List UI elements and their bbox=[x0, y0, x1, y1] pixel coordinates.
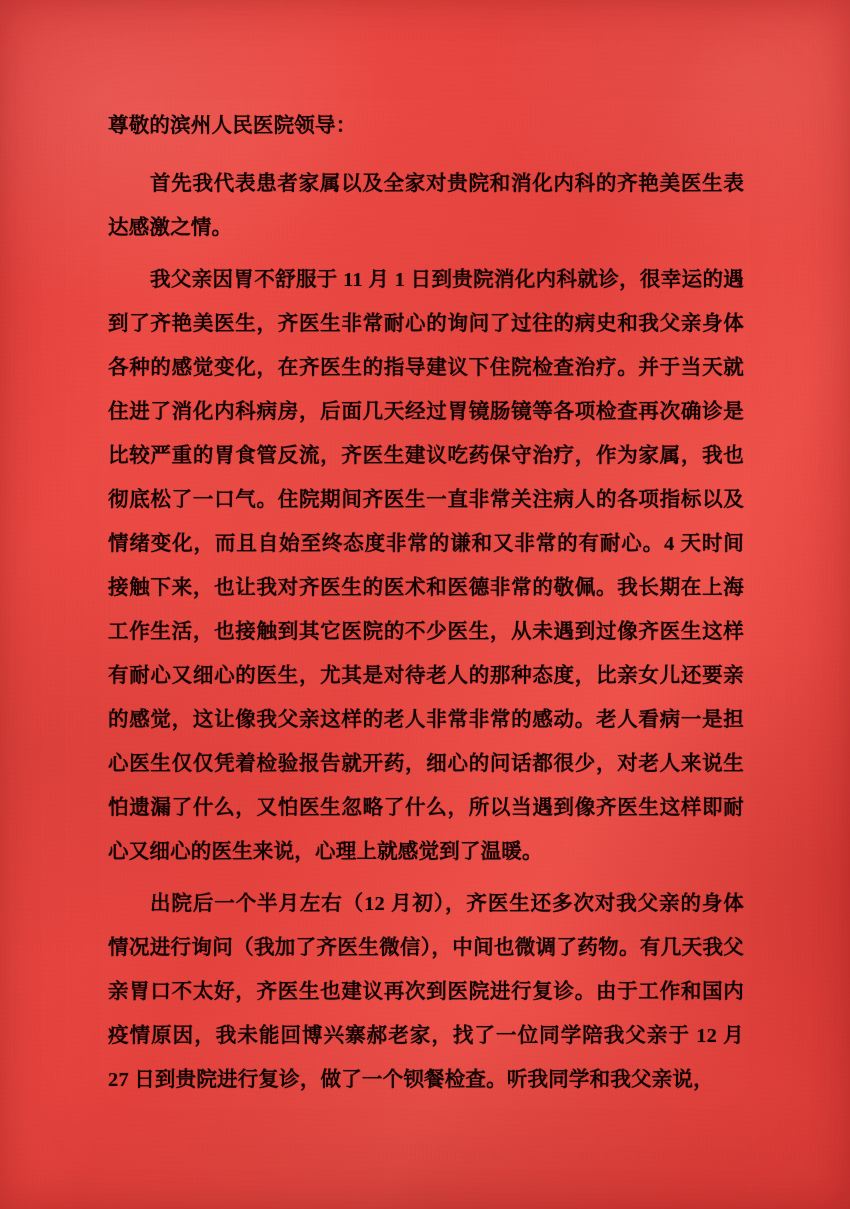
letter-paragraph-3: 出院后一个半月左右（12 月初），齐医生还多次对我父亲的身体情况进行询问（我加了齐医生微信），中间也微调了药物。有几天我父亲胃口不太好，齐医生也建议再次到医院进行复诊。由于工作和国内疫情原因，我未能回博兴寨郝老家，找了一位同学陪我父亲于 12 月 27 日到贵院进行复诊，做了一个钡餐检查。听我同学和我父亲说， bbox=[108, 893, 744, 1091]
paragraph-1-text-before-bold: 首先我代表患者家属以及全家对贵院和消化内科的 bbox=[150, 173, 618, 195]
letter-body bbox=[108, 104, 744, 1104]
paragraph-1-text-after-bold: 表达感激之情。 bbox=[108, 173, 745, 239]
letter-paragraph-1 bbox=[108, 162, 744, 250]
letter-paragraph-2: 我父亲因胃不舒服于 11 月 1 日到贵院消化内科就诊，很幸运的遇到了齐艳美医生，齐医生非常耐心的询问了过往的病史和我父亲身体各种的感觉变化，在齐医生的指导建议下住院检查治疗。并于当天就住进了消化内科病房，后面几天经过胃镜肠镜等各项检查再次确诊是比较严重的胃食管反流，齐医生建议吃药保守治疗，作为家属，我也彻底松了一口气。住院期间齐医生一直非常关注病人的各项指标以及情绪变化，而且自始至终态度非常的谦和又非常的有耐心。4 天时间接触下来，也让我对齐医生的医术和医德非常的敬佩。我长期在上海工作生活，也接触到其它医院的不少医生，从未遇到过像齐医生这样有耐心又细心的医生，尤其是对待老人的那种态度，比亲女儿还要亲的感觉，这让像我父亲这样的老人非常非常的感动。老人看病一是担心医生仅仅凭着检验报告就开药，细心的问话都很少，对老人来说生怕遗漏了什么，又怕医生忽略了什么，所以当遇到像齐医生这样即耐心又细心的医生来说，心理上就感觉到了温暖。 bbox=[108, 269, 744, 863]
doctor-name-emphasis: 齐艳美医生 bbox=[617, 173, 724, 195]
letter-salutation: 尊敬的滨州人民医院领导： bbox=[108, 115, 357, 137]
